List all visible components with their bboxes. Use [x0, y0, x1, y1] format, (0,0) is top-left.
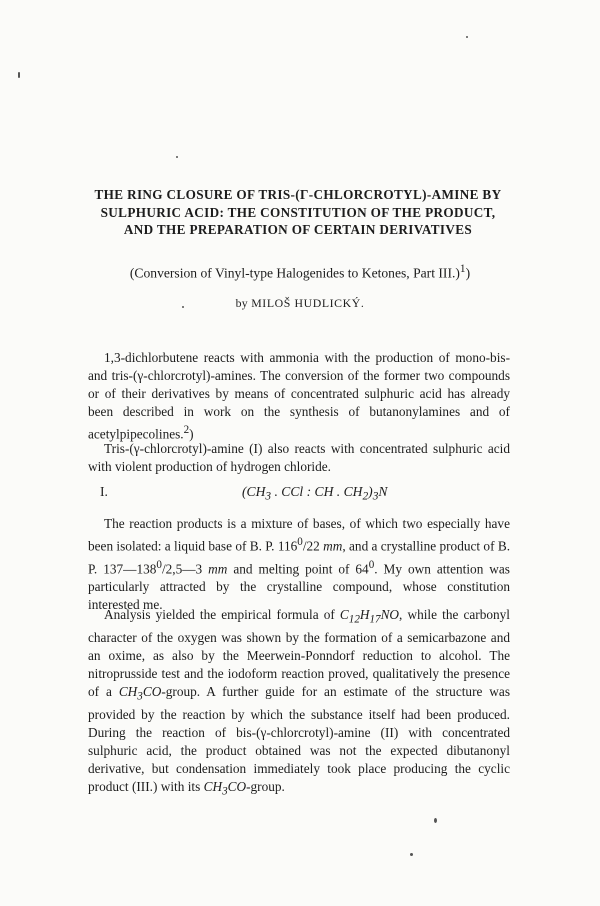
formula-sub: 3 [222, 785, 228, 798]
formula-part: N [378, 484, 388, 499]
formula-part: H [359, 607, 370, 622]
paragraph-3-text: and melting point of 64 [227, 561, 369, 577]
formula-sub: 12 [348, 613, 360, 626]
formula-part: CO [227, 779, 247, 795]
scan-speck [466, 36, 468, 38]
formula-sub: 3 [372, 490, 379, 503]
paragraph-1-end: ) [189, 426, 194, 442]
acetyl-group [203, 779, 247, 798]
formula-part: ) [368, 484, 373, 499]
formula-part: (CH [242, 484, 266, 499]
paragraph-4-text: -group. [246, 779, 285, 795]
degree-mark: 0 [368, 558, 375, 571]
byline [80, 296, 520, 311]
paragraph-4 [88, 606, 510, 801]
paragraph-3-text: , and a crystalline product of B. P. 137—138 [88, 538, 511, 577]
title-line-1: THE RING CLOSURE OF TRIS-(Γ-CHLORCROTYL)-AMINE BY [94, 187, 502, 202]
formula-part: NO [380, 607, 400, 622]
formula-sub: 3 [137, 690, 143, 703]
paragraph-4-text: -group. A further guide for an estimate of the structure was provided by the reaction by which the substance itself had been produced. During the reaction of bis-(γ-chlorcrotyl)-amine (II) with concentrated sulphuric acid, the product obtained was not the expected dibutanonyl derivative, but condensation immediately took place producing the cyclic product (III.) with its [88, 684, 510, 795]
paragraph-3-text: /22 [302, 538, 324, 554]
subtitle-text: (Conversion of Vinyl-type Halogenides to Ketones, Part III.) [129, 265, 460, 281]
degree-mark: 0 [156, 558, 162, 571]
formula-part: CH [203, 779, 223, 795]
paragraph-1 [88, 349, 510, 444]
paragraph-3-text: The reaction products is a mixture of bases, of which two especially have been isolated: a liquid base of B. P. 116 [88, 516, 510, 554]
formula-part: C [339, 607, 349, 622]
formula-sub: 3 [265, 490, 272, 503]
paragraph-4-text: Analysis yielded the empirical formula of [104, 607, 340, 622]
unit-mm: mm [323, 538, 343, 554]
author-name: MILOŠ HUDLICKÝ. [251, 296, 365, 310]
subtitle-paren: ) [465, 265, 471, 281]
empirical-formula [339, 607, 400, 626]
paragraph-1-text: 1,3-dichlorbutene reacts with ammonia with the production of mono-bis- and tris-(γ-chlorcrotyl)-amines. The conversion of the former two compounds or of their derivatives by means of concentrated sulphuric acid has already been described in work on the synthesis of butanonylamines and of acetylpipecolines. [88, 350, 510, 442]
formula-part: CO [142, 684, 162, 700]
paragraph-3 [88, 515, 510, 614]
paragraph-4-text: , while the carbonyl character of the oxygen was shown by the formation of a semicarbazone and an oxime, as also by the Meerwein-Ponndorf reduction to alcohol. The nitroprusside test and the iodoform reaction proved, qualitatively the presence of a [88, 607, 510, 700]
formula-1 [100, 484, 510, 504]
degree-mark: 0 [297, 536, 303, 549]
paragraph-3-text: /2,5—3 [161, 561, 209, 577]
formula-number: I. [100, 484, 108, 499]
article-title [88, 186, 508, 239]
scan-speck [410, 853, 413, 856]
subtitle-footnote-ref: 1 [459, 263, 466, 275]
unit-mm: mm [208, 561, 228, 577]
formula-part: . CCl : CH . CH [271, 484, 363, 499]
paragraph-3-text: . My own attention was particularly attracted by the crystalline compound, whose constitution interested me. [88, 561, 510, 613]
acetyl-group [118, 684, 162, 703]
article-subtitle [80, 263, 520, 282]
formula-sub: 17 [369, 613, 381, 626]
formula-expression [242, 484, 387, 503]
formula-sub: 2 [362, 490, 369, 503]
title-line-3: AND THE PREPARATION OF CERTAIN DERIVATIVES [123, 222, 473, 237]
title-line-2: SULPHURIC ACID: THE CONSTITUTION OF THE PRODUCT, [100, 204, 496, 220]
scan-speck [18, 72, 20, 78]
byline-prefix: by [235, 296, 248, 310]
formula-part: CH [118, 684, 138, 700]
scan-speck [182, 306, 184, 308]
paragraph-2: Tris-(γ-chlorcrotyl)-amine (I) also reacts with concentrated sulphuric acid with violent production of hydrogen chloride. [88, 441, 510, 475]
footnote-ref-2: 2 [183, 424, 190, 437]
scan-speck [176, 156, 178, 158]
scan-speck [434, 818, 437, 823]
